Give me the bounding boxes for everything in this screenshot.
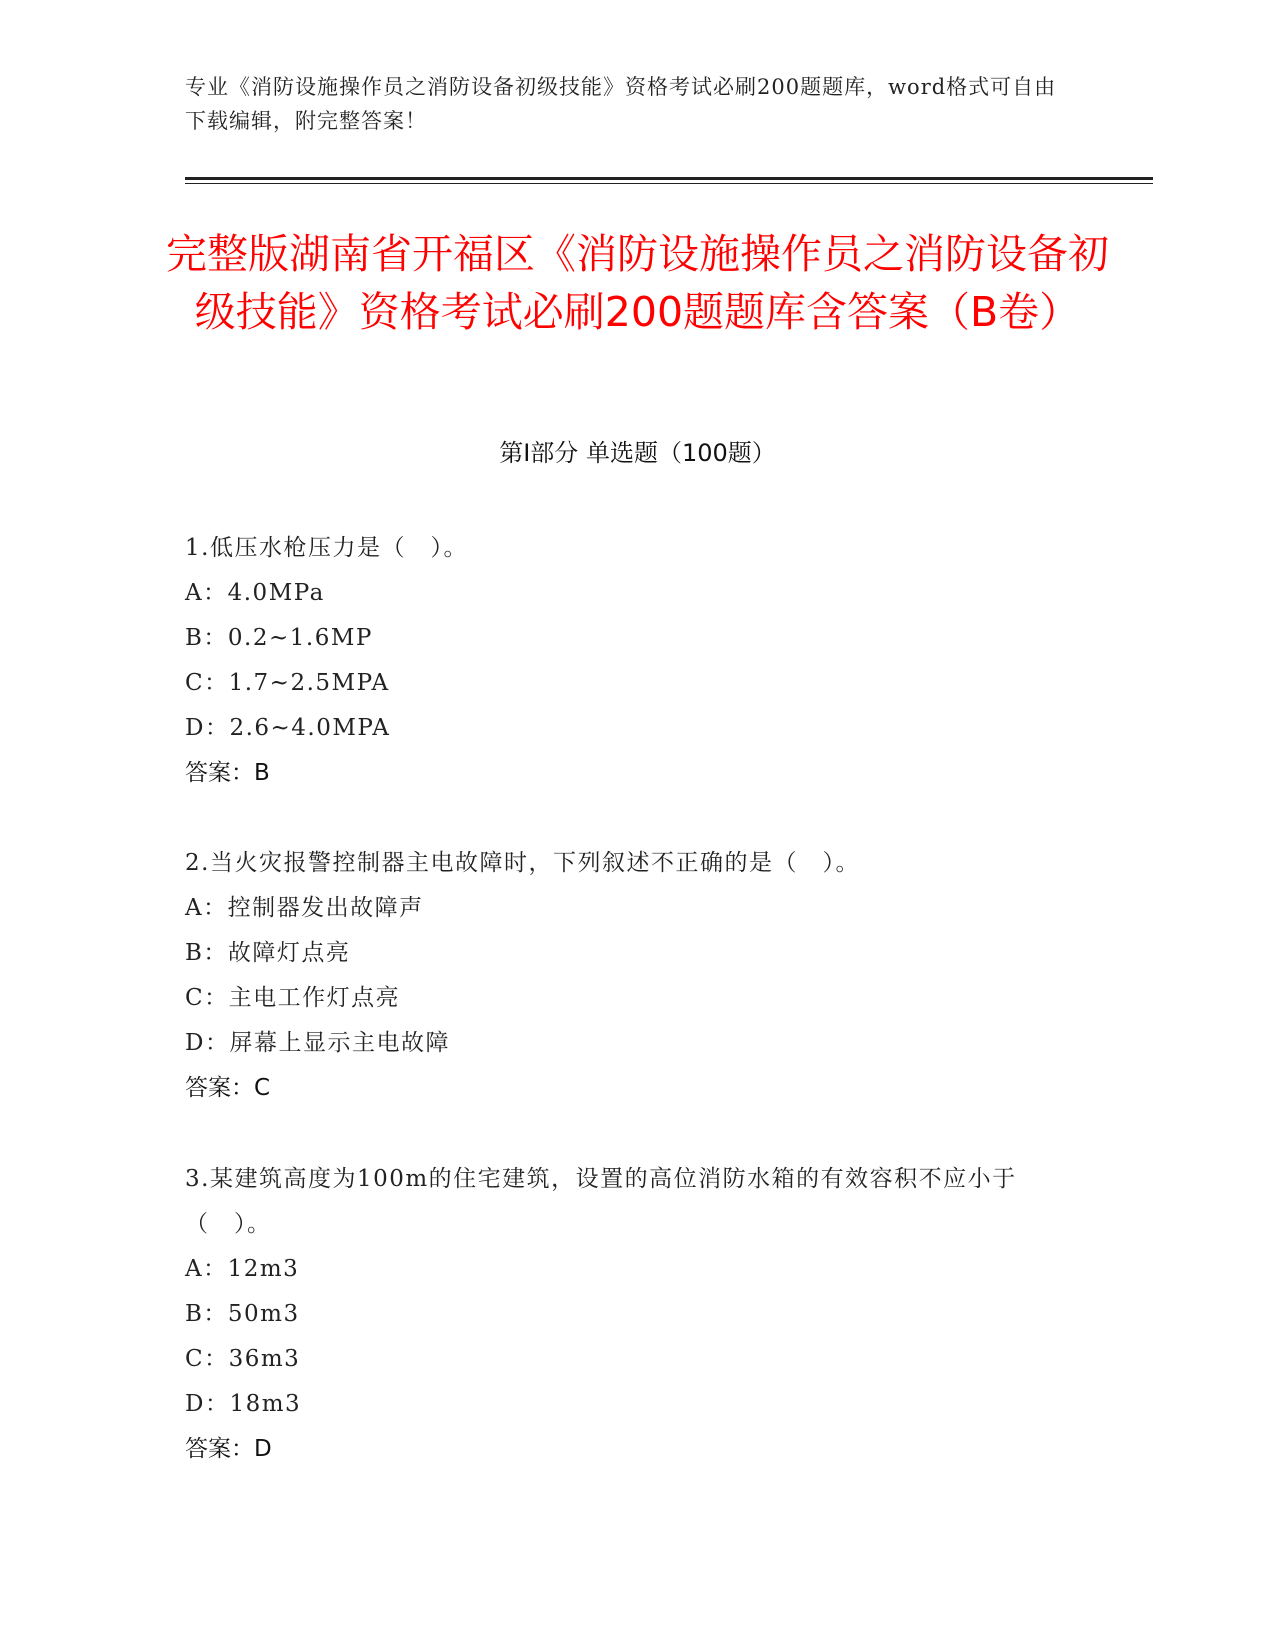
option-d: D：18m3	[185, 1391, 302, 1417]
header-note: 专业《消防设施操作员之消防设备初级技能》资格考试必刷200题题库，word格式可自由下载编辑，附完整答案！	[185, 75, 1057, 133]
header-rule-thick	[185, 177, 1153, 180]
option-b: B：50m3	[185, 1301, 300, 1327]
answer-text: 答案：C	[185, 1075, 271, 1101]
question-text: 1.低压水枪压力是（ ）。	[185, 535, 468, 561]
answer-text: 答案：D	[185, 1436, 272, 1462]
document-title: 完整版湖南省开福区《消防设施操作员之消防设备初级技能》资格考试必刷200题题库含答案（B卷）	[166, 230, 1109, 336]
option-d: D：屏幕上显示主电故障	[185, 1030, 450, 1056]
option-c: C：36m3	[185, 1346, 301, 1372]
option-b: B：0.2~1.6MP	[185, 625, 373, 651]
option-c: C：1.7~2.5MPA	[185, 670, 390, 696]
option-d: D：2.6~4.0MPA	[185, 715, 391, 741]
option-a: A：4.0MPa	[185, 580, 325, 606]
option-a: A：控制器发出故障声	[185, 895, 424, 921]
option-c: C：主电工作灯点亮	[185, 985, 401, 1011]
option-b: B：故障灯点亮	[185, 940, 351, 966]
question-2	[185, 841, 1075, 1111]
question-3	[185, 1157, 1075, 1472]
question-text: 3.某建筑高度为100m的住宅建筑，设置的高位消防水箱的有效容积不应小于（ ）。	[185, 1166, 1017, 1237]
option-a: A：12m3	[185, 1256, 300, 1282]
question-text: 2.当火灾报警控制器主电故障时，下列叙述不正确的是（ ）。	[185, 850, 860, 876]
section-title: 第Ⅰ部分 单选题（100题）	[499, 439, 776, 467]
question-1	[185, 526, 1075, 796]
header-rule-thin	[185, 183, 1153, 184]
answer-text: 答案：B	[185, 760, 270, 786]
